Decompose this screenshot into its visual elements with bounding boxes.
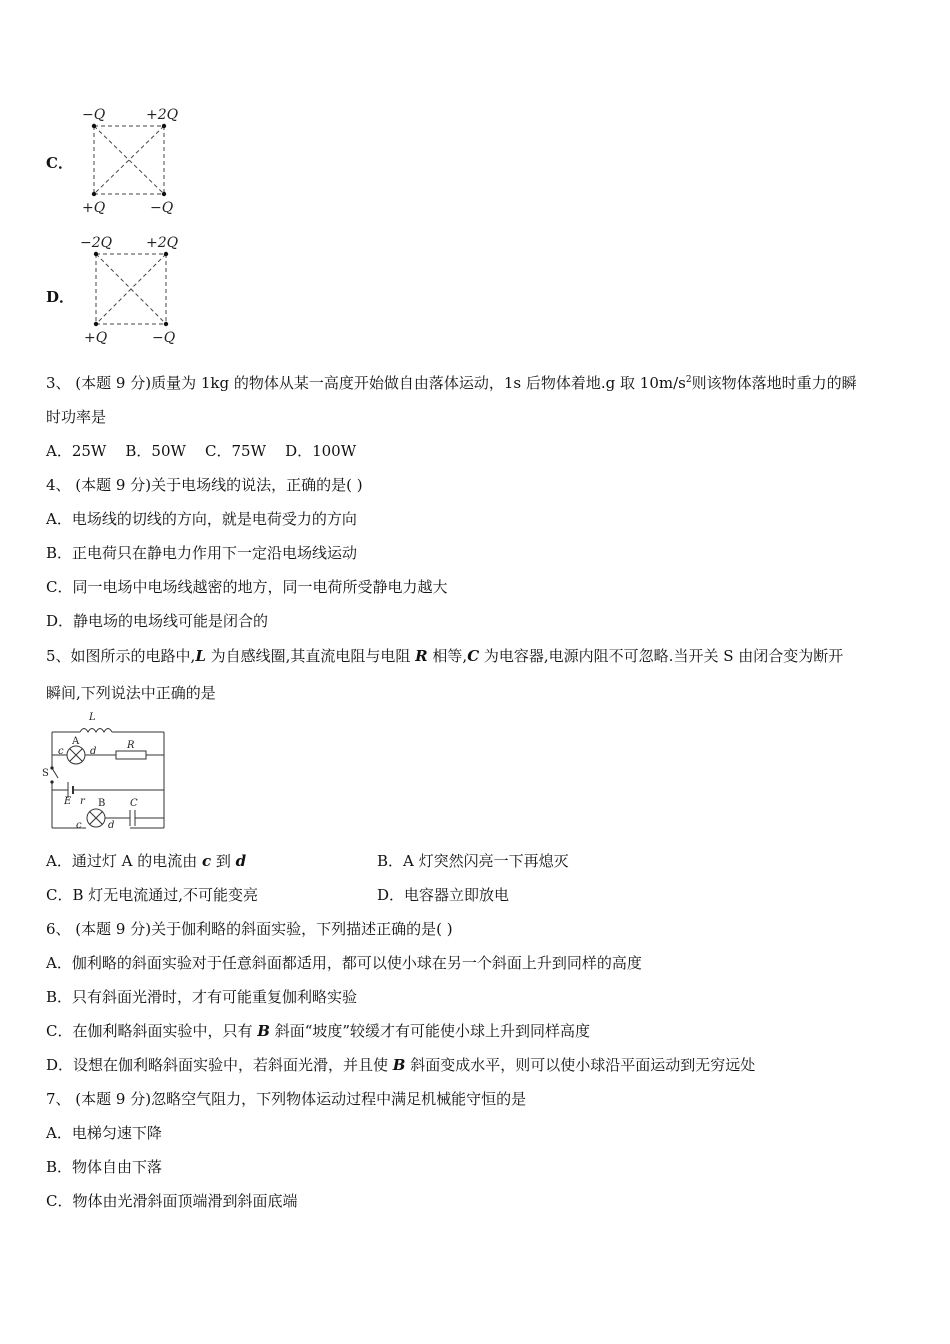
option-c-label: C．: [46, 154, 73, 172]
charge-bottom-left: +Q: [82, 200, 106, 216]
q4-option-c: C．同一电场中电场线越密的地方，同一电荷所受静电力越大: [46, 578, 448, 596]
q7-option-b: B．物体自由下落: [46, 1158, 163, 1176]
q6-option-c: C．在伽利略斜面实验中，只有 B 斜面“坡度”较缓才有可能使小球上升到同样高度: [46, 1022, 591, 1040]
q5-option-c: C．B 灯无电流通过,不可能变亮: [46, 886, 259, 904]
charge-bottom-right: −Q: [152, 330, 176, 346]
q3-stem-line2: 时功率是: [46, 408, 107, 426]
charge-square-figure-c: [80, 104, 190, 216]
label-d-bottom: d: [108, 820, 115, 831]
q5-stem-line1: 5、如图所示的电路中,L 为自感线圈,其直流电阻与电阻 R 相等,C 为电容器,电源内阻不可忽略.当开关 S 由闭合变为断开: [46, 647, 844, 665]
circuit-diagram: [40, 708, 175, 833]
charge-top-right: +2Q: [146, 107, 179, 123]
q4-option-a: A．电场线的切线的方向，就是电荷受力的方向: [46, 510, 357, 528]
label-r-internal: r: [80, 796, 85, 807]
q7-option-c: C．物体由光滑斜面顶端滑到斜面底端: [46, 1192, 298, 1210]
charge-bottom-right: −Q: [150, 200, 174, 216]
q5-option-a: A．通过灯 A 的电流由 c 到 d: [46, 852, 247, 870]
charge-square-figure-d: [80, 232, 190, 346]
q5-option-b: B．A 灯突然闪亮一下再熄灭: [377, 852, 569, 870]
q6-stem: 6、 (本题 9 分)关于伽利略的斜面实验，下列描述正确的是( ): [46, 920, 453, 938]
q7-option-a: A．电梯匀速下降: [46, 1124, 162, 1142]
label-c-bottom: c: [76, 820, 82, 831]
option-d-label: D．: [46, 288, 75, 306]
label-capacitor-c: C: [130, 798, 138, 809]
label-l: L: [89, 712, 96, 723]
label-r: R: [127, 740, 135, 751]
label-switch-s: S: [42, 768, 49, 779]
q6-option-d: D．设想在伽利略斜面实验中，若斜面光滑，并且使 B 斜面变成水平，则可以使小球沿平面运动到无穷远处: [46, 1056, 756, 1074]
charge-bottom-left: +Q: [84, 330, 108, 346]
label-e: E: [64, 796, 72, 807]
label-d-top: d: [90, 746, 97, 757]
q4-stem: 4、 (本题 9 分)关于电场线的说法，正确的是( ): [46, 476, 363, 494]
q3-options: A．25W B．50W C．75W D．100W: [46, 442, 357, 460]
q6-option-b: B．只有斜面光滑时，才有可能重复伽利略实验: [46, 988, 358, 1006]
q5-stem-line2: 瞬间,下列说法中正确的是: [46, 684, 216, 702]
q4-option-d: D．静电场的电场线可能是闭合的: [46, 612, 269, 630]
charge-top-left: −Q: [82, 107, 106, 123]
label-lamp-a: A: [72, 736, 80, 747]
q4-option-b: B．正电荷只在静电力作用下一定沿电场线运动: [46, 544, 358, 562]
label-c-top: c: [58, 746, 64, 757]
q6-option-a: A．伽利略的斜面实验对于任意斜面都适用，都可以使小球在另一个斜面上升到同样的高度: [46, 954, 642, 972]
charge-top-left: −2Q: [80, 235, 113, 251]
q7-stem: 7、 (本题 9 分)忽略空气阻力，下列物体运动过程中满足机械能守恒的是: [46, 1090, 527, 1108]
q5-option-d: D．电容器立即放电: [377, 886, 510, 904]
charge-top-right: +2Q: [146, 235, 179, 251]
q3-stem-line1: 3、 (本题 9 分)质量为 1kg 的物体从某一高度开始做自由落体运动，1s 后物体着地.g 取 $10m/s^2$则该物体落地时重力的瞬: [46, 374, 857, 392]
label-lamp-b: B: [98, 798, 106, 809]
